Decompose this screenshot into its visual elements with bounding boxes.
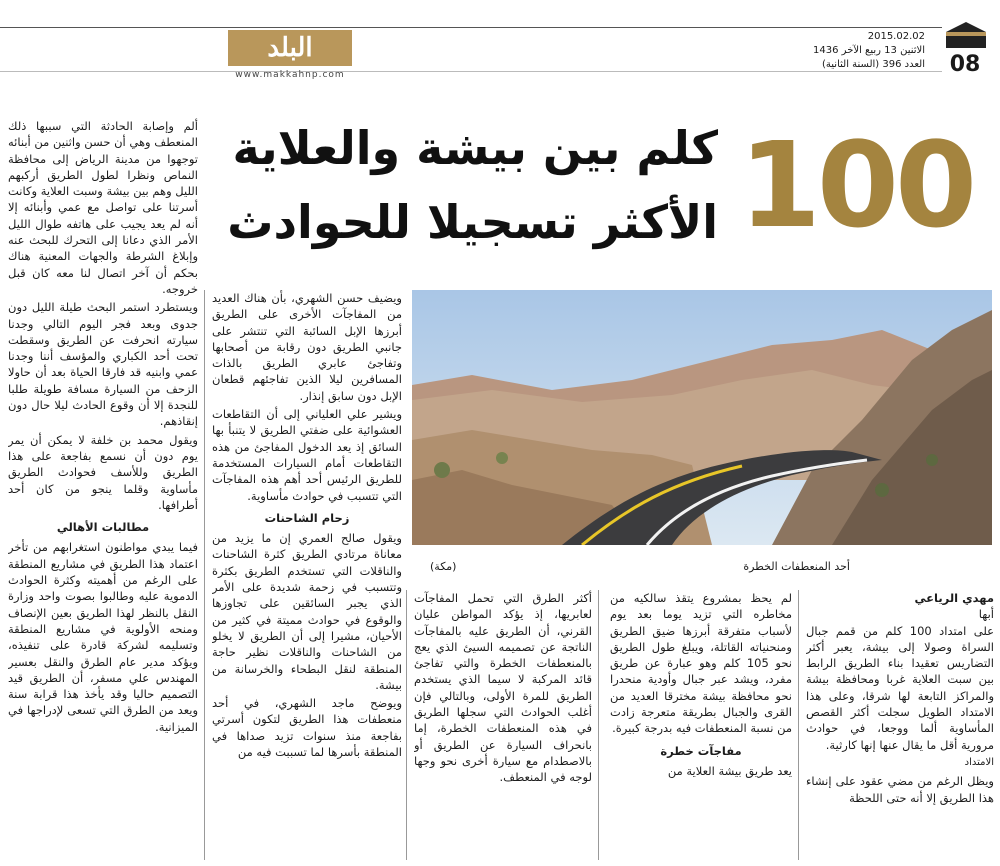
photo-caption: أحد المنعطفات الخطرة: [743, 560, 850, 573]
column-divider: [204, 290, 205, 860]
article-column-left: [212, 290, 402, 860]
headline-line-2: الأكثر تسجيلا للحوادث: [227, 195, 718, 249]
newspaper-logo: البلد: [228, 30, 352, 66]
article-column-mid-1: [610, 590, 792, 858]
subheading: مطالبات الأهالي: [56, 520, 150, 535]
paragraph: لم يحظ بمشروع يتقذ سالكيه من مخاطره التي تزيد يوما بعد يوم لأسباب متفرقة أبرزها ضيق الطريق ومنحنياته القاتلة، ويبلغ طول الطريق نحو 105 كلم وهو عبارة عن طريق مفرد، ويشد عبر جبال وأودية منحدرا نحو محافظة بيشة مخترقا العديد من القرى والجبال بطريقة متعرجة زادت من نسبة المنعطفات فيه بدرجة كبيرة.: [610, 591, 792, 736]
issue-number: العدد 396 (السنة الثانية): [822, 59, 925, 70]
header-rule: [0, 27, 942, 28]
kaaba-icon: [942, 18, 990, 52]
article-column-mid-2: [414, 590, 592, 858]
road-photo-image: [412, 290, 992, 545]
page-number: 08: [949, 52, 981, 77]
headline-line-1: كلم بين بيشة والعلاية: [232, 121, 718, 175]
issue-hijri-date: الاثنين 13 ربيع الآخر 1436: [813, 45, 925, 56]
headline-number: 100: [738, 116, 974, 254]
issue-info: [790, 30, 925, 72]
issue-date: 2015.02.02: [867, 31, 925, 42]
article-column-far-left: [8, 118, 198, 860]
paragraph: ألم وإصابة الحادثة التي سببها ذلك المنعطف وهي أن حسن واثنين من أبنائه توجهوا من مدينة الرياض إلى محافظة النماص ونظرا لطول الطريق أركبهم الليل وهم بين بيشة وسبت العلاية وكانت أسرتنا على تواصل مع عمي وأبنائه إلا أنه لم يعد يجيب على هاتفه طوال الليل الأمر الذي دعانا إلى التحرك للبحث عنه وإبلاغ الشرطة والجهات المعنية هناك بحكم أن آخر اتصال لنا معه كان قبل خروجه.: [8, 119, 198, 296]
column-divider: [798, 590, 799, 860]
paragraph: ويقول صالح العمري إن ما يزيد من معاناة مرتادي الطريق كثرة الشاحنات والناقلات التي تستخدم الطريق بكثرة وتتسبب في زحمة شديدة على الأمر الذي يجبر السائقين على تجاوزها والوقوع في حوادث مميتة في كثير من الأحيان، مشيرا إلى أن الطريق لا يخلو من الشاحنات والناقلات نظير حاجة المنطقة لنقل البطحاء والخرسانة من بيشة.: [212, 531, 402, 692]
paragraph: على امتداد 100 كلم من قمم جبال السراة وصولا إلى بيشة، يعبر أكثر التضاريس تعقيدا بناء الطريق الرابط بين سبت العلاية غربا ومحافظة بيشة والمراكز التابعة لها شرقا، وعلى هذا الامتداد الطويل سجلت أكثر القصص المأساوية ألما ووجعا، في حوادث مرورية أقل ما يقال عنها إنها كارثية.: [806, 623, 994, 752]
photo-credit: (مكة): [430, 560, 457, 573]
article-column-right: [806, 590, 994, 858]
photo-caption-bar: [430, 560, 850, 573]
column-divider: [406, 590, 407, 860]
column-divider: [598, 590, 599, 860]
paragraph: أكثر الطرق التي تحمل المفاجآت لعابريها، إذ يؤكد المواطن عليان القرني، أن الطريق عليه بالمفاجآت الناتجة عن تصميمه السيئ الذي يعج بالمنعطفات الخطرة والتي تفاجئ قائد المركبة لا سيما الذي يستخدم الطريق للمرة الأولى، وبالتالي فإن أغلب الحوادث التي سجلها الطريق في هذه المنعطفات الخطرة، إما بانحراف السيارة عن الطريق أو بالاصطدام مع سيارة أخرى نحو وجها لوجه في المنعطف.: [414, 591, 592, 785]
paragraph: ويقول محمد بن خلفة لا يمكن أن يمر يوم دون أن نسمع بفاجعة على هذا الطريق وللأسف فحوادث الطريق مأساوية وقلما ينجو من كان أحد أطرافها.: [8, 432, 198, 512]
paragraph: ويوضح ماجد الشهري، في أحد منعطفات هذا الطريق لتكون أسرتي بفاجعة منذ سنوات تزيد صداها في المنطقة بأسرها لما تسببت فيه من: [212, 696, 402, 760]
paragraph: فيما يبدي مواطنون استغرابهم من تأخر اعتماد هذا الطريق في مشاريع المنطقة على الرغم من أهميته وكثرة الحوادث الدموية عليه وطالبوا بصوت واحد وزارة النقل بالنظر لهذا الطريق بعين الإنصاف ومنحه الأولوية في مشاريع المنطقة وتسليمه لشركة قادرة على تنفيذه، ويؤكد مدير عام الطرق والنقل بعسير المهندس علي مسفر، أن الطريق قيد التصميم حاليا وقد يأخذ هذا قرابة سنة ويعد من الطرق التي تسعى لإدراجها في الميزانية.: [8, 540, 198, 734]
article-byline: مهدي الرياعي: [914, 591, 994, 605]
newspaper-url: www.makkahnp.com: [235, 70, 345, 80]
paragraph: ويشير علي العلياني إلى أن التقاطعات العشوائية على ضفتي الطريق لا يتنبأ بها السائق إذ يعد الدخول المفاجئ من هذه التقاطعات أمام السيارات المستخدمة للطريق الرئيس أحد أهم هذه المفاجآت التي تتسبب في حوادث مأساوية.: [212, 407, 402, 503]
road-photo: [412, 290, 992, 545]
paragraph: يعد طريق بيشة العلاية من: [667, 763, 792, 778]
subheading: زحام الشاحنات: [264, 510, 350, 525]
article-location: أبها: [978, 607, 994, 622]
paragraph: ويظل الرغم من مضي عقود على إنشاء هذا الطريق إلا أنه حتى اللحظة: [806, 774, 994, 805]
paragraph: ويستطرد استمر البحث طيلة الليل دون جدوى وبعد فجر اليوم التالي وجدنا سيارته انحرفت عن الطريق وسقطت تحت أحد الكباري والمؤسف أننا وجدنا عمي وابنيه قد فارقا الحياة بعد أن حاولا الزحف من السيارة مسافة طويلة طلبا للنجدة إلا أن وقوع الحادث ليلا حال دون إنقاذهم.: [8, 300, 198, 429]
subheading: مفاجآت خطرة: [660, 743, 742, 758]
paragraph: ويضيف حسن الشهري، بأن هناك العديد من المفاجآت الأخرى على الطريق أبرزها الإبل السائبة التي تنتشر على جانبي الطريق دون رقابة من أصحابها وتفاجئ عابري الطريق بالذات المسافرين ليلا الذين تفاجئهم قطعان الإبل دون سابق إنذار.: [212, 291, 402, 403]
paragraph: الامتداد: [964, 756, 994, 768]
